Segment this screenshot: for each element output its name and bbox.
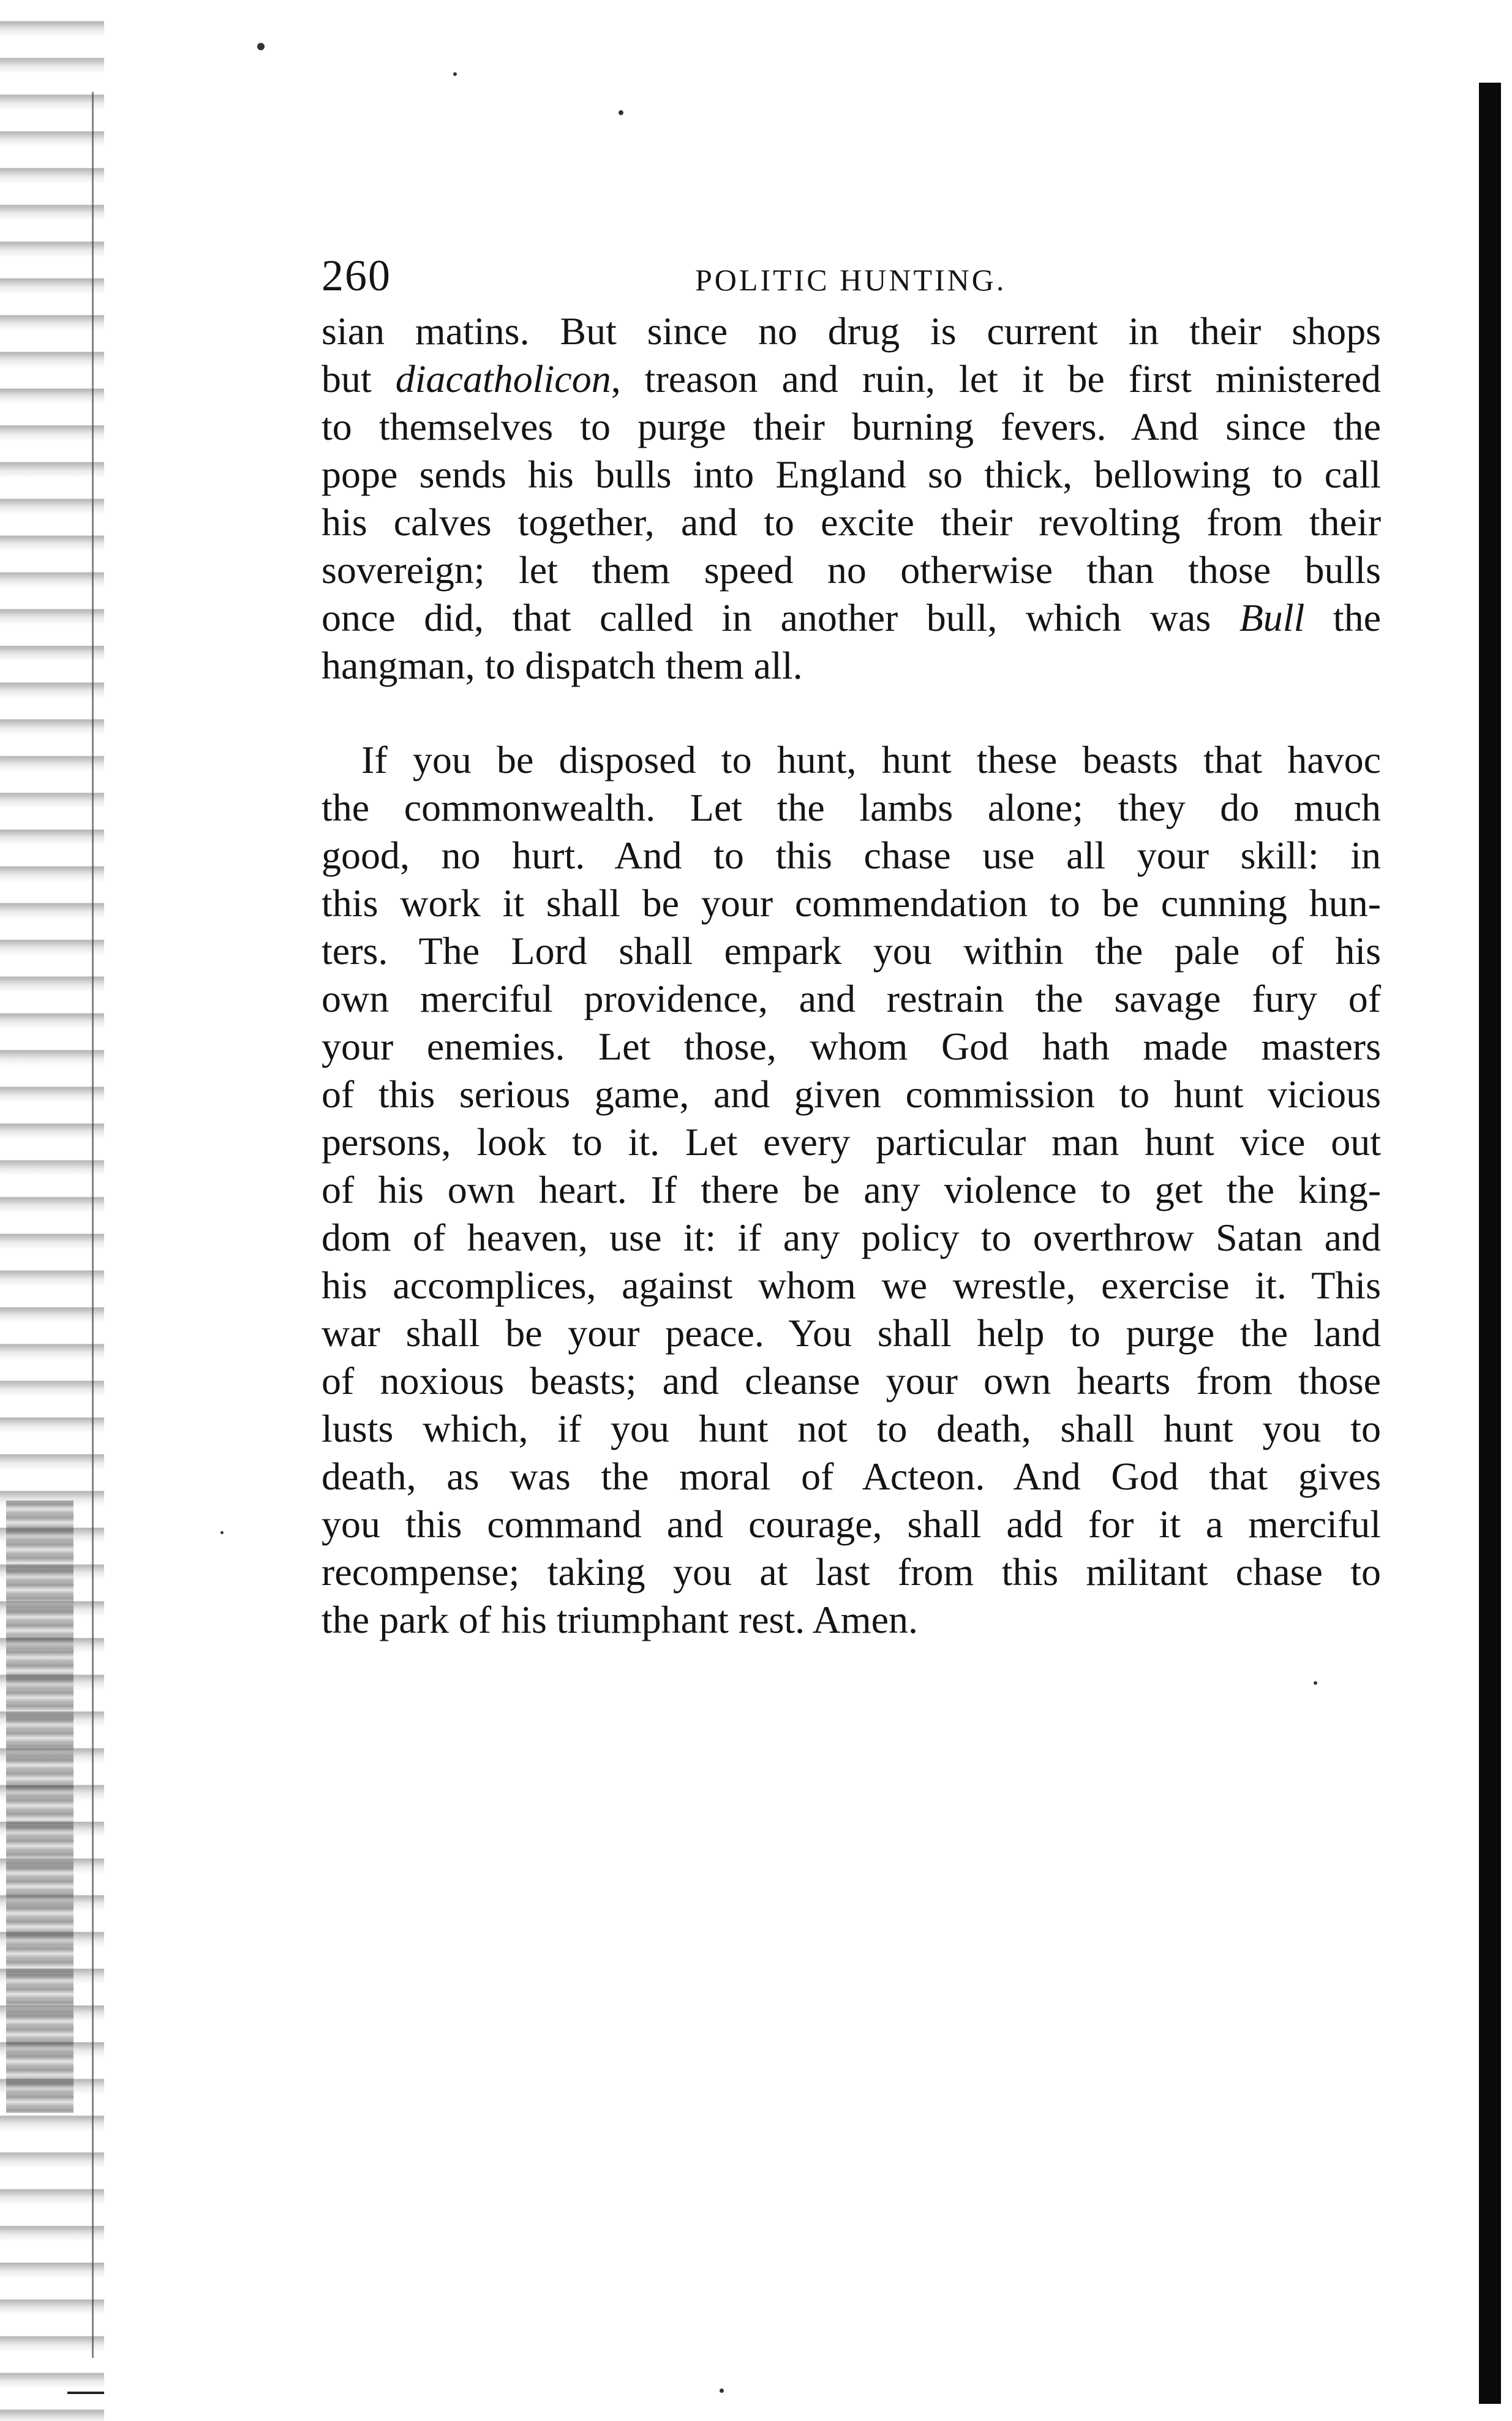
binding-foot-mark (67, 2392, 104, 2394)
text-line: lusts which, if you hunt not to death, shall hunt you to (322, 1407, 1381, 1450)
text-line: recompense; taking you at last from this militant chase to (322, 1550, 1381, 1594)
text-line: once did, that called in another bull, which was Bull the (322, 596, 1382, 639)
page-header (322, 248, 1381, 303)
text-line: dom of heaven, use it: if any policy to overthrow Satan and (322, 1216, 1381, 1259)
text-line: persons, look to it. Let every particular man hunt vice out (322, 1120, 1381, 1164)
page-number: 260 (322, 251, 391, 300)
text-line: of this serious game, and given commission to hunt vicious (322, 1072, 1381, 1116)
paragraph (322, 736, 1381, 1644)
text-line: this work it shall be your commendation to be cunning hun- (322, 881, 1381, 925)
body-text (322, 307, 1381, 1644)
text-line: the commonwealth. Let the lambs alone; they do much (322, 786, 1381, 829)
text-line: of his own heart. If there be any violence to get the king- (322, 1168, 1381, 1211)
italic-term: diacatholicon (395, 357, 611, 401)
text-line: to themselves to purge their burning fevers. And since the (322, 405, 1381, 448)
text-line: sovereign; let them speed no otherwise than those bulls (322, 548, 1381, 592)
text-line: death, as was the moral of Acteon. And God that gives (322, 1455, 1381, 1498)
text-line: If you be disposed to hunt, hunt these beasts that havoc (361, 738, 1381, 781)
italic-term: Bull (1239, 596, 1305, 639)
running-head: POLITIC HUNTING. (695, 263, 1007, 297)
text-line: pope sends his bulls into England so thick, bellowing to call (322, 453, 1381, 496)
paragraph-gap (322, 690, 1381, 736)
text-line: own merciful providence, and restrain the savage fury of (322, 977, 1381, 1020)
text-line: the park of his triumphant rest. Amen. (322, 1598, 919, 1641)
right-edge-bar (1479, 83, 1501, 2404)
text-line: his accomplices, against whom we wrestle, exercise it. This (322, 1263, 1381, 1307)
text-line: hangman, to dispatch them all. (322, 644, 803, 687)
text-line: his calves together, and to excite their revolting from their (322, 500, 1381, 544)
text-line: of noxious beasts; and cleanse your own hearts from those (322, 1359, 1381, 1403)
text-line: your enemies. Let those, whom God hath made masters (322, 1025, 1381, 1068)
text-line: war shall be your peace. You shall help to purge the land (322, 1311, 1381, 1355)
text-line: ters. The Lord shall empark you within the pale of his (322, 929, 1381, 973)
text-line: but diacatholicon, treason and ruin, let it be first ministered (322, 357, 1382, 401)
text-line: good, no hurt. And to this chase use all your skill: in (322, 834, 1381, 877)
book-binding-edge (0, 0, 104, 2421)
binding-rule (92, 92, 94, 2358)
text-line: you this command and courage, shall add for it a merciful (322, 1502, 1381, 1546)
paragraph (322, 307, 1381, 690)
text-line: sian matins. But since no drug is current in their shops (322, 309, 1381, 353)
